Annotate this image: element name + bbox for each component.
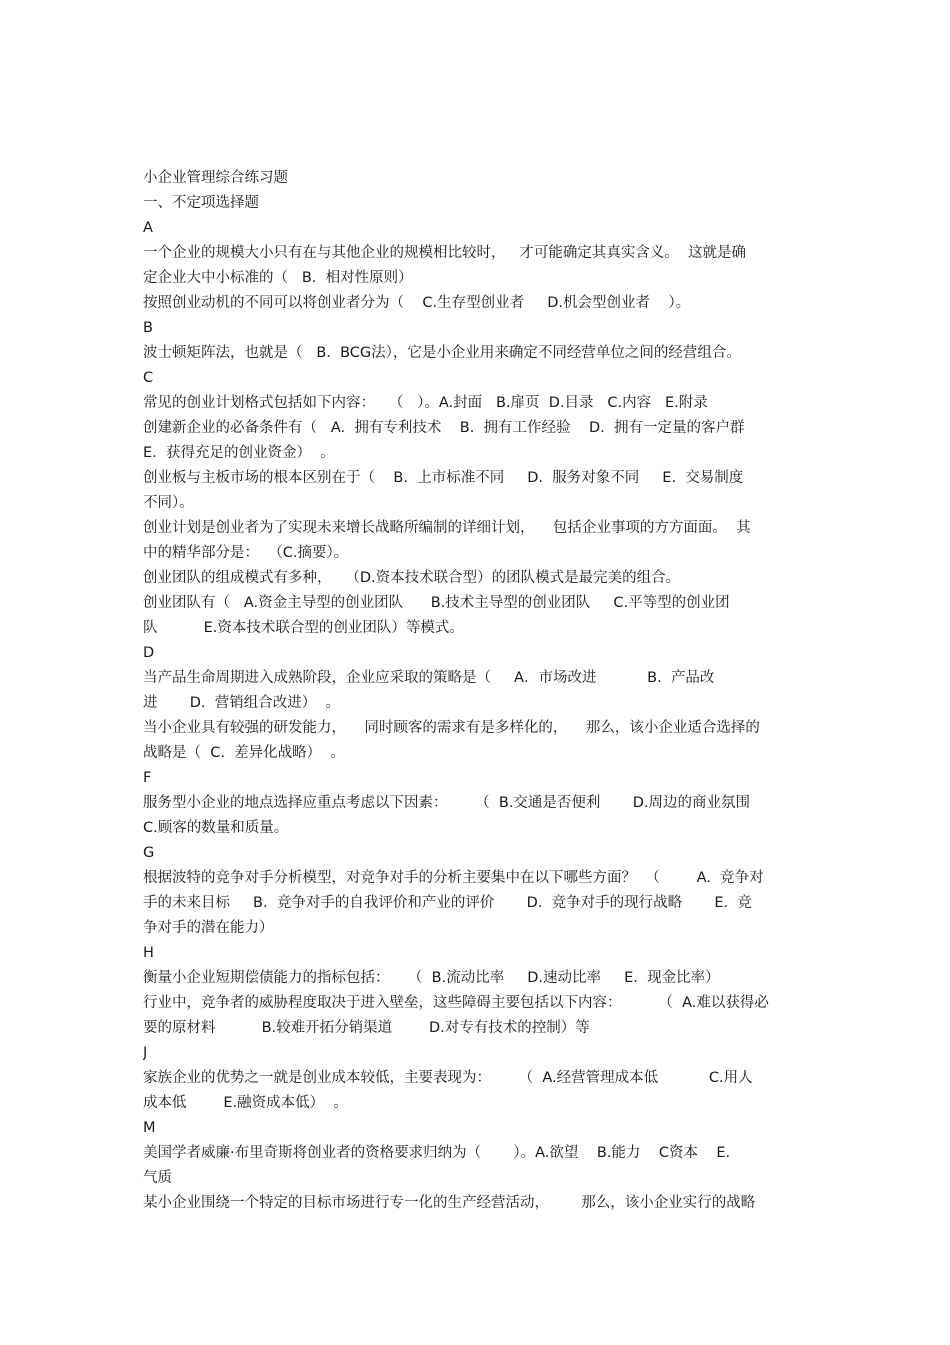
text-line: 波士顿矩阵法，也就是（ B. BCG法），它是小企业用来确定不同经营单位之间的经营组合。 bbox=[143, 345, 741, 361]
text-line: 创业团队的组成模式有多种， （D.资本技术联合型）的团队模式是最完美的组合。 bbox=[143, 570, 681, 586]
text-line: E. 获得充足的创业资金） 。 bbox=[143, 445, 335, 461]
letter-heading-c: C bbox=[143, 370, 154, 386]
letter-heading-j: J bbox=[143, 1045, 148, 1061]
document-title: 小企业管理综合练习题 bbox=[143, 170, 288, 186]
letter-heading-f: F bbox=[143, 770, 152, 786]
text-line: 家族企业的优势之一就是创业成本较低，主要表现为： （ A.经营管理成本低 C.用人 bbox=[143, 1070, 753, 1086]
text-line: C.顾客的数量和质量。 bbox=[143, 820, 289, 836]
letter-heading-d: D bbox=[143, 645, 155, 661]
text-line: 创建新企业的必备条件有（ A. 拥有专利技术 B. 拥有工作经验 D. 拥有一定量的客户群 bbox=[143, 420, 745, 436]
text-line: 定企业大中小标准的（ B. 相对性原则） bbox=[143, 270, 413, 286]
text-line: 当小企业具有较强的研发能力， 同时顾客的需求有是多样化的， 那么，该小企业适合选择的 bbox=[143, 720, 760, 736]
text-line: 某小企业围绕一个特定的目标市场进行专一化的生产经营活动， 那么，该小企业实行的战略 bbox=[143, 1195, 756, 1211]
text-line: 成本低 E.融资成本低） 。 bbox=[143, 1095, 348, 1111]
text-line: 创业板与主板市场的根本区别在于（ B. 上市标准不同 D. 服务对象不同 E. 交易制度 bbox=[143, 470, 744, 486]
section-heading: 一、不定项选择题 bbox=[143, 195, 259, 211]
text-line: 中的精华部分是： （C.摘要）。 bbox=[143, 545, 349, 561]
text-line: 创业计划是创业者为了实现未来增长战略所编制的详细计划， 包括企业事项的方方面面。 其 bbox=[143, 520, 751, 536]
text-line: 手的未来目标 B. 竞争对手的自我评价和产业的评价 D. 竞争对手的现行战略 E. 竞 bbox=[143, 895, 752, 911]
text-line: 按照创业动机的不同可以将创业者分为（ C.生存型创业者 D.机会型创业者 ）。 bbox=[143, 295, 691, 311]
text-line: 进 D. 营销组合改进） 。 bbox=[143, 695, 340, 711]
text-line: 争对手的潜在能力） bbox=[143, 920, 274, 936]
text-line: 队 E.资本技术联合型的创业团队）等模式。 bbox=[143, 620, 464, 636]
letter-heading-m: M bbox=[143, 1120, 156, 1136]
document-page bbox=[143, 166, 815, 1216]
text-line: 不同）。 bbox=[143, 495, 194, 511]
text-line: 气质 bbox=[143, 1170, 172, 1186]
text-line: 根据波特的竞争对手分析模型，对竞争对手的分析主要集中在以下哪些方面？ （ A. 竞争对 bbox=[143, 870, 764, 886]
letter-heading-g: G bbox=[143, 845, 155, 861]
text-line: 要的原材料 B.较难开拓分销渠道 D.对专有技术的控制）等 bbox=[143, 1020, 590, 1036]
letter-heading-h: H bbox=[143, 945, 154, 961]
text-line: 创业团队有（ A.资金主导型的创业团队 B.技术主导型的创业团队 C.平等型的创业团 bbox=[143, 595, 730, 611]
text-line: 衡量小企业短期偿债能力的指标包括： （ B.流动比率 D.速动比率 E. 现金比率） bbox=[143, 970, 720, 986]
text-line: 行业中，竞争者的威胁程度取决于进入壁垒，这些障碍主要包括以下内容： （ A.难以获得必 bbox=[143, 995, 769, 1011]
text-line: 战略是（ C. 差异化战略） 。 bbox=[143, 745, 345, 761]
text-line: 常见的创业计划格式包括如下内容： （ ）。A.封面 B.扉页 D.目录 C.内容 E.附录 bbox=[143, 395, 708, 411]
text-line: 一个企业的规模大小只有在与其他企业的规模相比较时， 才可能确定其真实含义。 这就是确 bbox=[143, 245, 747, 261]
text-line: 服务型小企业的地点选择应重点考虑以下因素： （ B.交通是否便利 D.周边的商业氛围 bbox=[143, 795, 750, 811]
text-line: 当产品生命周期进入成熟阶段，企业应采取的策略是（ A．市场改进 B. 产品改 bbox=[143, 670, 715, 686]
letter-heading-a: A bbox=[143, 220, 153, 236]
text-line: 美国学者威廉·布里奇斯将创业者的资格要求归纳为（ ）。A.欲望 B.能力 C资本 E. bbox=[143, 1145, 731, 1161]
letter-heading-b: B bbox=[143, 320, 153, 336]
